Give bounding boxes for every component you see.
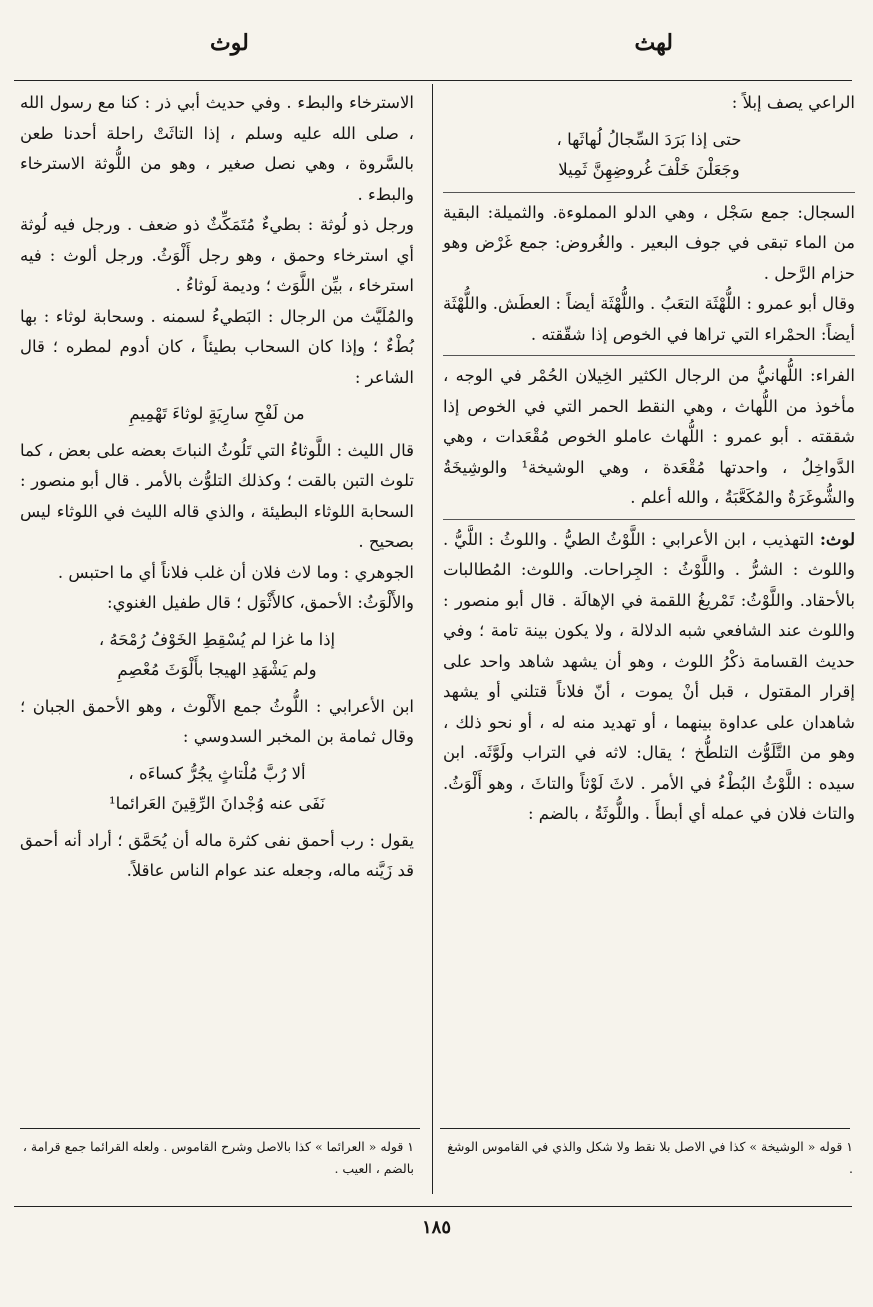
- footnote-right: ١ قوله « الوشيخة » كذا في الاصل بلا نقط ولا شكل والذي في القاموس الوشغ .: [447, 1139, 853, 1176]
- verse-line: وجَعَلْنَ خَلْفَ غُروضِهِنَّ ثَمِيلا: [558, 160, 740, 179]
- footnote-rule-left: [20, 1128, 420, 1129]
- page-number: ١٨٥: [421, 1217, 451, 1238]
- verse-line: إذا ما غزا لم يُسْقِطِ الخَوْفُ رُمْحَهُ ،: [98, 629, 336, 649]
- column-divider: [432, 84, 433, 1194]
- paragraph: وقال أبو عمرو : اللُّهْثَة التعَبُ . واللُّهْثَة أيضاً : العطَش. واللُّهْثَة أيضاً: الحمْراء التي تراها في الخوص إذا شقّقته .: [443, 294, 855, 344]
- verse-line: نَفَى عنه وُجْدانَ الرِّقِينَ العَرائما¹: [108, 794, 326, 813]
- paragraph: الفراء: اللُّهانيُّ من الرجال الكثير الخِيلان الحُمْر في الوجه ، مأخوذ من اللُّهاث ، وهي النقط الحمر التي في الخوص إذا شققته . أبو عمرو : اللُّهاث عاملو الخوص مُقْعَدات ، وهي الدَّواخِلُ ، واحدتها مُقْعَدة ، وهي الوشيخة¹ والوشِيخَةُ والشُّوغَرَةُ والمُكَعَّبَةُ ، والله أعلم .: [443, 366, 855, 507]
- entry-text: التهذيب ، ابن الأعرابي : اللَّوْثُ الطيُّ . واللوثُ : اللَّيُّ . واللوث : الشرُّ . واللَّوْثُ : الجِراحات. واللوث: المُطالبات بالأحقاد. واللَّوْثُ: تَمْريغُ اللقمة في الإهالَة . قال أبو منصور : واللوث عند الشافعي شبه الدلالة ، ولا يكون بينة تامة ؛ وفي حديث القسامة ذكْرُ اللوث ، وهو أن يشهد شاهد واحد على إقرار المقتول ، قبل أنْ يموت ، أنّ فلاناً قتلني أو يشهد شاهدان على عداوة بينهما ، أو تهديد منه له ، أو نحو ذلك ، وهو من التَّلَوُّث التلطُّخ ؛ يقال: لاثه في التراب ولَوَّثَه. ابن سيده : اللَّوْثُ البُطْءُ في الأمر . لاثَ لَوْثاً والتاثَ ، وهو أَلْوَثُ. والتاث فلان في عمله أي أبطأَ . واللُّوثَةُ ، بالضم :: [443, 529, 855, 823]
- verse: [20, 625, 414, 686]
- running-header-left: لوث: [210, 30, 249, 56]
- verse: من لَفْحِ سارِيَةٍ لوثاءَ تَهْمِيمِ: [129, 404, 305, 423]
- paragraph: يقول : رب أحمق نفى كثرة ماله أن يُحَمَّق ؛ أراد أنه أحمق قد زَيَّنه ماله، وجعله عند عوام الناس عاقلاً.: [20, 830, 414, 880]
- separator: [443, 192, 855, 193]
- paragraph: والأَلْوَثُ: الأحمق، كالأَثْوَل ؛ قال طفيل الغنوي:: [107, 593, 414, 612]
- verse: [20, 759, 414, 820]
- separator: [443, 355, 855, 356]
- verse-line: حتى إذا بَرَدَ السِّجالُ لُهاثَها ،: [556, 129, 742, 149]
- paragraph: الجوهري : وما لاث فلان أن غلب فلاناً أي ما احتبس .: [57, 562, 414, 582]
- paragraph: ابن الأعرابي : اللُّوثُ جمع الأَلْوث ، وهو الأحمق الجبان ؛ وقال ثمامة بن المخبر السدوسي :: [20, 696, 414, 746]
- entry-headword: لوث:: [819, 529, 855, 549]
- paragraph: ورجل ذو لُوثة : بطيءٌ مُتَمَكِّثٌ ذو ضعف . ورجل فيه لُوثة أي استرخاء وحمق ، وهو رجل أَلْوَثُ. ورجل ألوث : فيه استرخاء ، بيِّن اللَّوَث ؛ وديمة لَوثاءُ .: [20, 215, 414, 295]
- header-rule: [14, 80, 852, 81]
- footer-rule: [14, 1206, 852, 1207]
- separator: [443, 519, 855, 520]
- paragraph: قال الليث : اللَّوثاءُ التي تَلُوثُ النباتَ بعضه على بعض ، كما تلوث التبن بالقت ؛ وكذلك التلوُّث بالأمر . قال أبو منصور : السحابة اللوثاء البطيئة ، والذي قاله الليث في اللوثاء ليس بصحيح .: [20, 440, 414, 551]
- verse-line: ألا رُبَّ مُلْتاثٍ يجُرُّ كساءَه ،: [128, 763, 306, 783]
- verse-line: ولم يَشْهَدِ الهيجا بأَلْوَثَ مُعْصِمِ: [117, 660, 317, 679]
- footnote-rule-right: [440, 1128, 850, 1129]
- paragraph: السجال: جمع سَجْل ، وهي الدلو المملوءة. والثميلة: البقية من الماء تبقى في جوف البعير . والغُروض: جمع غَرْض وهو حزام الرَّحل .: [443, 202, 855, 283]
- paragraph: والمُلَيَّث من الرجال : البَطيءُ لسمنه . وسحابة لوثاء : بها بُطْءٌ ؛ وإذا كان السحاب بطيئاً ، كان أدوم لمطره ؛ قال الشاعر :: [20, 306, 414, 387]
- footnote-left: ١ قوله « العرائما » كذا بالاصل وشرح القاموس . ولعله القرائما جمع قرامة ، بالضم ، العيب .: [22, 1139, 414, 1176]
- paragraph: الاسترخاء والبطء . وفي حديث أبي ذر : كنا مع رسول الله ، صلى الله عليه وسلم ، إذا التاثَتْ راحلة أحدنا طعن بالسَّروة ، وهي نصل صغير ، وهو من اللُّوثة الاسترخاء والبطء .: [20, 93, 414, 204]
- entry-paragraph: [443, 525, 855, 830]
- verse: [443, 125, 855, 186]
- paragraph: الراعي يصف إبلاً :: [731, 93, 855, 112]
- left-column: [20, 88, 414, 887]
- right-column: [443, 88, 855, 830]
- running-header-right: لهث: [634, 30, 673, 56]
